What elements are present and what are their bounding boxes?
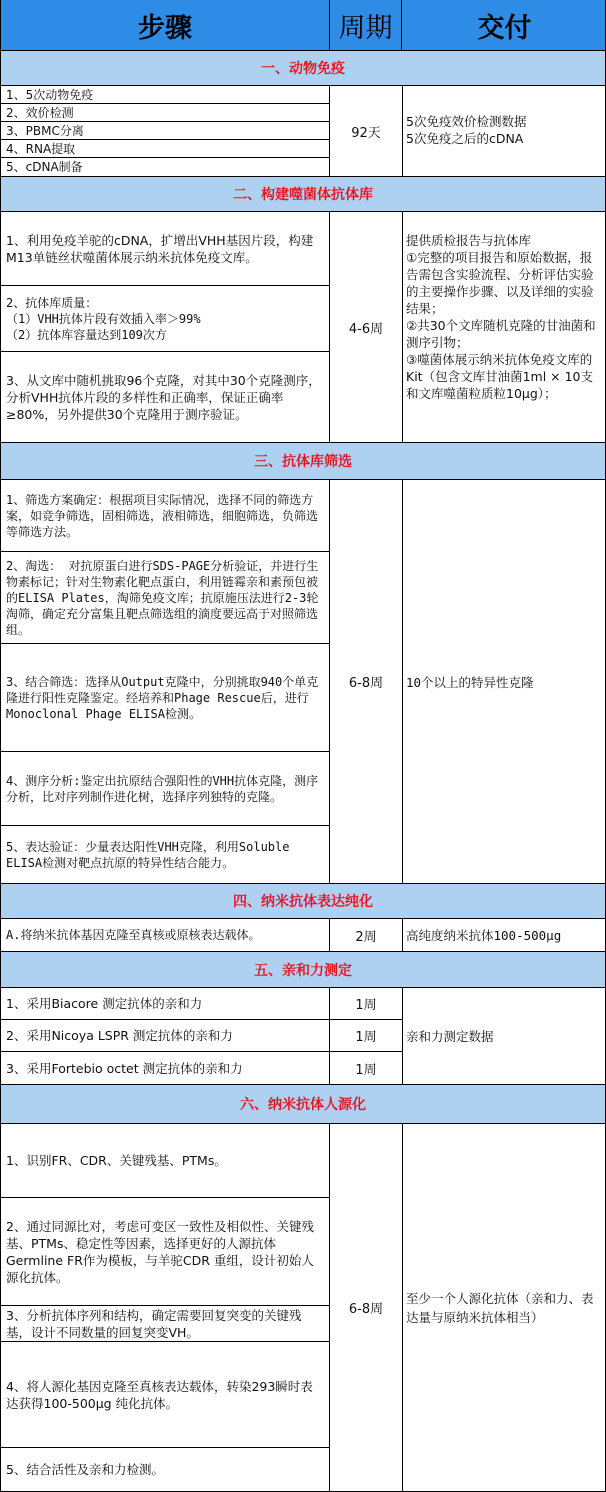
section-immunization-body	[1, 86, 605, 176]
section-title-immunization: 一、动物免疫	[1, 51, 605, 86]
period-value: 2周	[329, 919, 402, 951]
step-item: 2、抗体库质量： （1）VHH抗体片段有效插入率＞99% （2）抗体库容量达到109次方	[1, 286, 329, 352]
period-value: 92天	[329, 86, 402, 176]
section-title-screening: 三、抗体库筛选	[1, 443, 605, 480]
deliver-cell	[402, 988, 606, 1084]
deliver-cell	[402, 86, 606, 176]
deliver-text: 5次免疫效价检测数据 5次免疫之后的cDNA	[406, 114, 527, 146]
period-value: 6-8周	[329, 1124, 402, 1491]
step-item: 1、筛选方案确定：根据项目实际情况，选择不同的筛选方案，如竞争筛选，固相筛选，液相筛选，细胞筛选，负筛选等筛选方法。	[1, 480, 329, 552]
step-item: 2、淘选： 对抗原蛋白进行SDS-PAGE分析验证，并进行生物素标记；针对生物素化靶点蛋白，利用链霉亲和素预包被的ELISA Plates，淘筛免疫文库；抗原施压法进行2-3轮淘筛，确定充分富集且靶点筛选组的滴度要远高于对照筛选组。	[1, 552, 329, 644]
deliver-text: 高纯度纳米抗体100-500μg	[406, 928, 562, 943]
deliver-cell	[402, 480, 606, 883]
section-title-library: 二、构建噬菌体抗体库	[1, 177, 605, 212]
section-title-humanization: 六、纳米抗体人源化	[1, 1085, 605, 1124]
header-step: 步骤	[138, 12, 192, 44]
section-title-expression: 四、纳米抗体表达纯化	[1, 884, 605, 919]
section-title-affinity: 五、亲和力测定	[1, 952, 605, 988]
step-item: 4、测序分析:鉴定出抗原结合强阳性的VHH抗体克隆，测序分析，比对序列制作进化树，选择序列独特的克隆。	[1, 752, 329, 826]
header-deliver: 交付	[477, 12, 532, 44]
section-humanization-body	[1, 1124, 605, 1491]
step-item: 3、分析抗体序列和结构，确定需要回复突变的关键残基，设计不同数量的回复突变VH。	[1, 1306, 329, 1342]
step-item: 4、RNA提取	[1, 140, 329, 158]
deliver-text: 提供质检报告与抗体库 ①完整的项目报告和原始数据，报告需包含实验流程、分析评估实验的主要操作步骤、以及详细的实验结果； ②共30个文库随机克隆的甘油菌和测序引物； ③噬菌体展示纳米抗体免疫文库的Kit（包含文库甘油菌1ml × 10支和文库噬菌粒质粒10μg）；	[406, 233, 596, 401]
period-value: 4-6周	[329, 212, 402, 442]
step-item: 1、利用免疫羊驼的cDNA，扩增出VHH基因片段，构建M13单链丝状噬菌体展示纳米抗体免疫文库。	[1, 212, 329, 286]
header-period: 周期	[329, 0, 402, 50]
section-expression-body	[1, 919, 605, 951]
period-value: 1周	[329, 1020, 402, 1052]
deliver-cell	[402, 1124, 606, 1491]
step-item: 1、5次动物免疫	[1, 86, 329, 104]
period-value: 1周	[329, 1052, 402, 1084]
section-screening-body	[1, 480, 605, 883]
section-affinity-body	[1, 988, 605, 1084]
step-item: 3、从文库中随机挑取96个克隆，对其中30个克隆测序，分析VHH抗体片段的多样性和正确率，保证正确率≥80%，另外提供30个克隆用于测序验证。	[6, 372, 321, 422]
deliver-text: 亲和力测定数据	[406, 1029, 494, 1044]
deliver-cell	[402, 919, 606, 951]
deliver-text: 10个以上的特异性克隆	[406, 674, 534, 690]
step-item: 1、识别FR、CDR、关键残基、PTMs。	[1, 1124, 329, 1198]
step-item: 2、通过同源比对，考虑可变区一致性及相似性、关键残基、PTMs、稳定性等因素，选择更好的人源抗体Germline FR作为模板，与羊驼CDR 重组，设计初始人源化抗体。	[1, 1198, 329, 1306]
deliver-text: 至少一个人源化抗体（亲和力、表达量与原纳米抗体相当）	[406, 1290, 594, 1325]
step-item: 1、采用Biacore 测定抗体的亲和力	[1, 988, 329, 1020]
deliver-cell	[402, 212, 606, 442]
step-item: 3、PBMC分离	[1, 122, 329, 140]
step-item: 3、结合筛选：选择从Output克隆中，分别挑取940个单克隆进行阳性克隆鉴定。经培养和Phage Rescue后，进行Monoclonal Phage ELISA检测。	[1, 644, 329, 752]
step-item: A.将纳米抗体基因克隆至真核或原核表达载体。	[6, 928, 261, 942]
step-item: 3、采用Fortebio octet 测定抗体的亲和力	[6, 1060, 243, 1076]
step-item: 5、结合活性及亲和力检测。	[6, 1462, 164, 1477]
step-item: 2、效价检测	[1, 104, 329, 122]
table-header	[1, 0, 605, 51]
step-item: 4、将人源化基因克隆至真核表达载体，转染293瞬时表达获得100-500μg 纯化抗体。	[1, 1342, 329, 1448]
section-library-body	[1, 212, 605, 442]
step-item: 5、cDNA制备	[6, 160, 83, 174]
period-value: 6-8周	[329, 480, 402, 883]
period-value: 1周	[329, 988, 402, 1020]
step-item: 5、表达验证：少量表达阳性VHH克隆，利用Soluble ELISA检测对靶点抗原的特异性结合能力。	[6, 839, 290, 870]
step-item: 2、采用Nicoya LSPR 测定抗体的亲和力	[1, 1020, 329, 1052]
